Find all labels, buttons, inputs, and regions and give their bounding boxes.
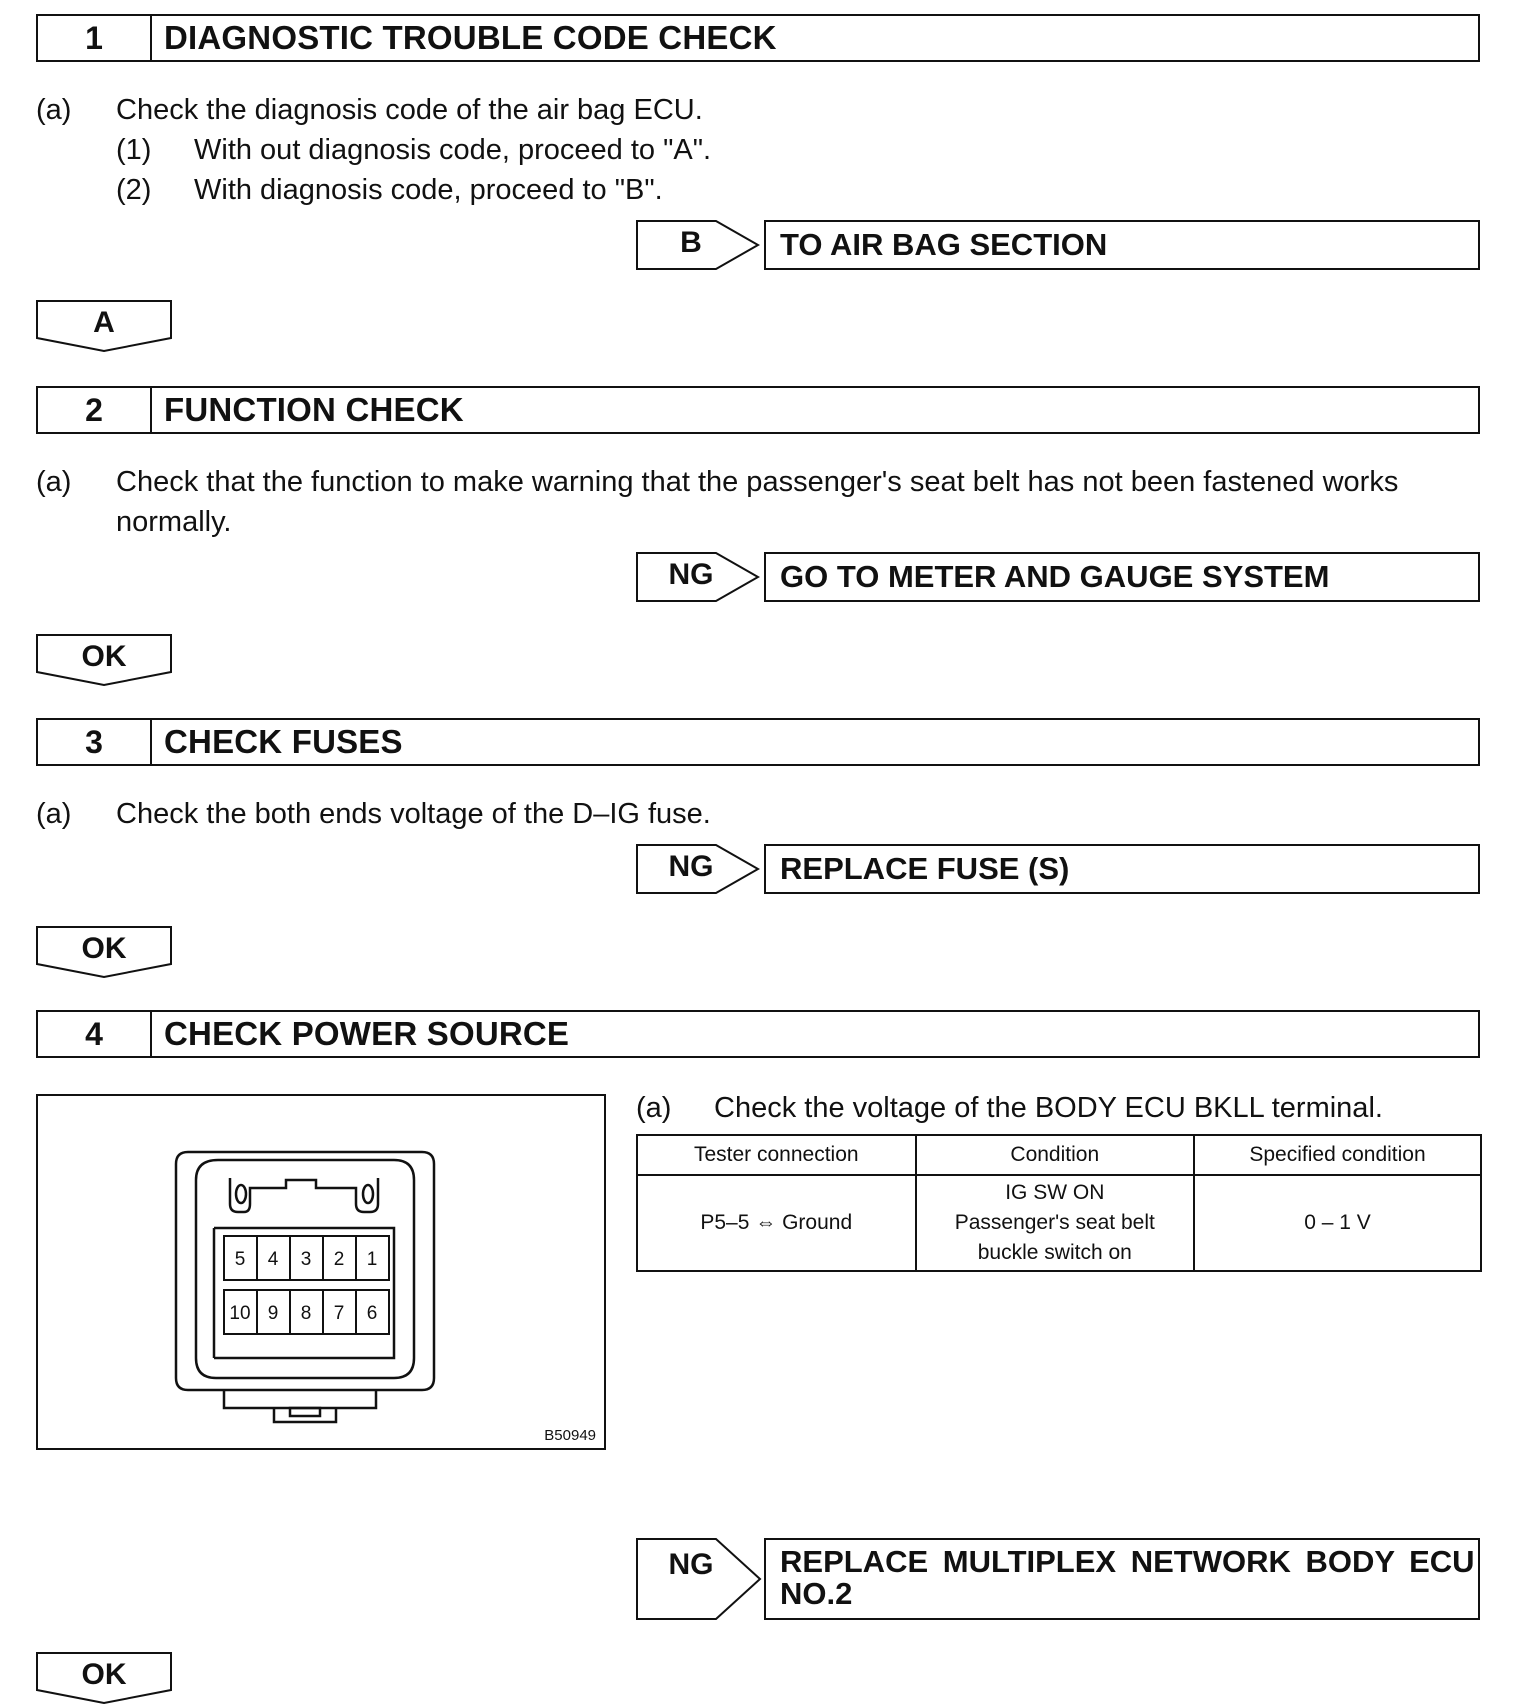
tester-connection-cell: P5–5 ⇔ Ground [637,1175,916,1271]
step-number: 1 [38,16,152,60]
step-1-header [36,14,1480,62]
step-2-header [36,386,1480,434]
connector-diagram [38,1096,604,1448]
step-title: DIAGNOSTIC TROUBLE CODE CHECK [164,19,777,56]
branch-tag: B [680,226,702,259]
item-label: (1) [116,134,152,166]
item-text: With out diagnosis code, proceed to "A". [194,134,712,166]
step-title: CHECK POWER SOURCE [164,1015,570,1052]
branch-target-line: REPLACE MULTIPLEX NETWORK BODY ECU [780,1544,1475,1579]
table-header: Specified condition [1194,1135,1481,1175]
branch-target: GO TO METER AND GAUGE SYSTEM [764,552,1480,602]
next-arrow-a [36,300,172,350]
item-text: With diagnosis code, proceed to "B". [194,174,663,206]
spec-table [636,1134,1482,1272]
condition-cell [916,1175,1195,1271]
table-row [637,1175,1481,1271]
pin-label: 10 [229,1303,251,1324]
specified-condition-cell: 0 – 1 V [1194,1175,1481,1271]
item-label: (a) [36,798,72,830]
pin-label: 9 [267,1303,279,1324]
next-arrow-ok [36,926,172,976]
pin-label: 4 [267,1249,279,1270]
next-label: OK [81,640,127,673]
pin-label: 8 [300,1303,312,1324]
step-number: 2 [38,388,152,432]
condition-line: Passenger's seat belt [954,1211,1155,1234]
item-label: (2) [116,174,152,206]
pin-label: 6 [366,1303,378,1324]
step-title: FUNCTION CHECK [164,391,464,428]
pin-label: 7 [333,1303,345,1324]
step-title: CHECK FUSES [164,723,403,760]
branch-target [764,1538,1480,1620]
item-label: (a) [36,94,72,126]
table-header: Condition [916,1135,1195,1175]
condition-line: IG SW ON [1005,1181,1105,1204]
item-text: Check that the function to make warning that the passenger's seat belt has not been fastened works [116,466,1399,498]
item-text: Check the voltage of the BODY ECU BKLL terminal. [714,1092,1383,1124]
step-4-header [36,1010,1480,1058]
branch-tag: NG [668,1548,714,1581]
next-label: OK [81,932,127,965]
pin-label: 5 [234,1249,246,1270]
pin-label: 3 [300,1249,312,1270]
branch-target: TO AIR BAG SECTION [764,220,1480,270]
figure-code: B50949 [544,1427,596,1444]
item-text-continued: normally. [116,506,232,538]
item-text: Check the diagnosis code of the air bag ECU. [116,94,703,126]
next-arrow-ok [36,634,172,684]
branch-tag: NG [668,558,714,591]
condition-line: buckle switch on [977,1241,1132,1264]
item-text: Check the both ends voltage of the D–IG fuse. [116,798,711,830]
step-3-header [36,718,1480,766]
next-label: A [93,306,115,339]
branch-target: REPLACE FUSE (S) [764,844,1480,894]
pin-label: 1 [366,1249,378,1270]
next-label: OK [81,1658,127,1691]
pin-label: 2 [333,1249,345,1270]
table-header: Tester connection [637,1135,916,1175]
step-number: 4 [38,1012,152,1056]
next-arrow-ok [36,1652,172,1702]
step-number: 3 [38,720,152,764]
item-label: (a) [36,466,72,498]
item-label: (a) [636,1092,672,1124]
connector-figure [36,1094,606,1450]
branch-tag: NG [668,850,714,883]
branch-target-line: NO.2 [780,1576,853,1611]
